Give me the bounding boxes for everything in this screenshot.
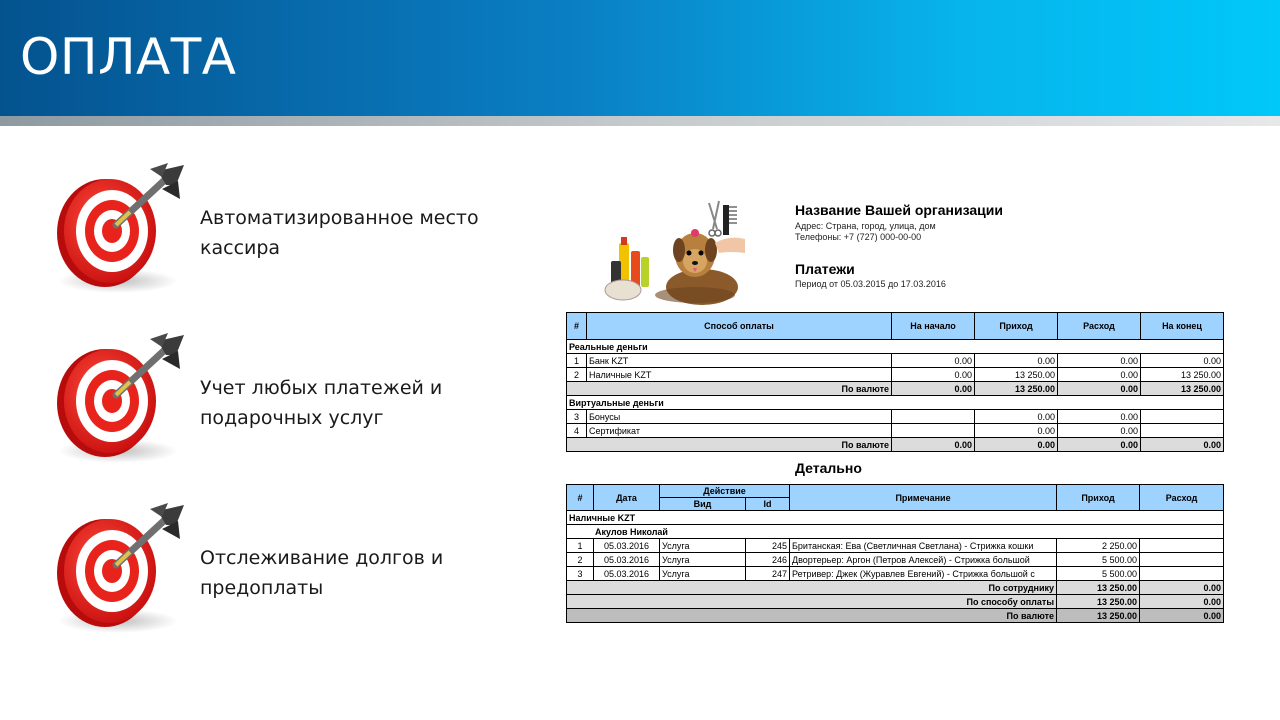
cell-date: 05.03.2016 [594,553,660,567]
col-header: Расход [1058,313,1141,340]
cell-income: 0.00 [975,410,1058,424]
col-header: Дата [594,485,660,511]
cell-note: Британская: Ева (Светличная Светлана) - Стрижка кошки [790,539,1057,553]
cell-method: Сертификат [587,424,892,438]
target-icon [50,333,190,473]
cell-expense [1140,539,1224,553]
table-row [567,354,1224,368]
feature-line: предоплаты [200,577,324,599]
group-row [567,511,1224,525]
cell-note: Ретривер: Джек (Журавлев Евгений) - Стрижка большой с [790,567,1057,581]
page-title: ОПЛАТА [20,28,237,86]
feature-line: кассира [200,237,281,259]
cell-expense: 0.00 [1058,424,1141,438]
feature-line: подарочных услуг [200,407,384,429]
employee-label: Акулов Николай [567,525,1224,539]
feature-text [200,203,520,263]
feature-item-debts [50,503,520,643]
col-header: Вид [660,498,746,511]
group-label: Реальные деньги [567,340,1224,354]
cell-expense [1140,567,1224,581]
payments-detail-table [566,484,1224,623]
cell-n: 4 [567,424,587,438]
org-phones: Телефоны: +7 (727) 000-00-00 [795,232,922,242]
col-header: # [567,485,594,511]
cell-method: Банк KZT [587,354,892,368]
col-header: Действие [660,485,790,498]
col-header: Способ оплаты [587,313,892,340]
grooming-dog-image [597,195,747,307]
cell-end [1141,424,1224,438]
org-name: Название Вашей организации [795,202,1003,218]
total-label: По валюте [567,438,892,452]
cell-expense: 0.00 [1140,581,1224,595]
target-icon [50,163,190,303]
col-header: Примечание [790,485,1057,511]
total-label: По сотруднику [567,581,1057,595]
cell-n: 2 [567,553,594,567]
total-label: По валюте [567,609,1057,623]
cell-income: 13 250.00 [1057,581,1140,595]
report-period: Период от 05.03.2015 до 17.03.2016 [795,279,946,289]
cell-type: Услуга [660,553,746,567]
cell-income: 13 250.00 [975,368,1058,382]
group-row [567,340,1224,354]
cell-n: 3 [567,410,587,424]
col-header: На конец [1141,313,1224,340]
cell-income: 2 250.00 [1057,539,1140,553]
cell-expense [1140,553,1224,567]
cell-start [892,410,975,424]
col-header: Приход [975,313,1058,340]
payments-summary-table [566,312,1224,452]
cell-n: 1 [567,354,587,368]
cell-type: Услуга [660,539,746,553]
cell-start: 0.00 [892,382,975,396]
cell-end: 0.00 [1141,438,1224,452]
group-row [567,396,1224,410]
cell-start [892,424,975,438]
target-icon [50,503,190,643]
table-row [567,410,1224,424]
cell-income: 0.00 [975,424,1058,438]
col-header: # [567,313,587,340]
table-row [567,424,1224,438]
col-header: Id [746,498,790,511]
table-row [567,553,1224,567]
cell-expense: 0.00 [1058,438,1141,452]
cell-income: 0.00 [975,438,1058,452]
cell-type: Услуга [660,567,746,581]
cell-end: 13 250.00 [1141,382,1224,396]
cell-expense: 0.00 [1058,382,1141,396]
cell-expense: 0.00 [1140,595,1224,609]
cell-start: 0.00 [892,438,975,452]
cell-expense: 0.00 [1058,410,1141,424]
cell-date: 05.03.2016 [594,567,660,581]
cell-method: Бонусы [587,410,892,424]
total-row [567,382,1224,396]
cell-start: 0.00 [892,354,975,368]
col-header: Расход [1140,485,1224,511]
cell-income: 13 250.00 [1057,609,1140,623]
cell-expense: 0.00 [1058,354,1141,368]
cell-end: 13 250.00 [1141,368,1224,382]
cell-income: 0.00 [975,354,1058,368]
cell-n: 1 [567,539,594,553]
table-header-row [567,313,1224,340]
cell-n: 3 [567,567,594,581]
cell-end: 0.00 [1141,354,1224,368]
feature-line: Отслеживание долгов и [200,547,444,569]
cell-income: 13 250.00 [1057,595,1140,609]
org-address: Адрес: Страна, город, улица, дом [795,221,936,231]
detail-title: Детально [795,460,862,476]
group-row [567,525,1224,539]
table-row [567,539,1224,553]
total-row [567,609,1224,623]
total-row [567,595,1224,609]
feature-item-payments [50,333,520,473]
group-label: Наличные KZT [567,511,1224,525]
col-header: На начало [892,313,975,340]
total-row [567,438,1224,452]
cell-method: Наличные KZT [587,368,892,382]
cell-income: 5 500.00 [1057,553,1140,567]
total-label: По валюте [567,382,892,396]
cell-id: 245 [746,539,790,553]
cell-date: 05.03.2016 [594,539,660,553]
cell-start: 0.00 [892,368,975,382]
feature-line: Учет любых платежей и [200,377,443,399]
table-row [567,368,1224,382]
cell-income: 5 500.00 [1057,567,1140,581]
cell-note: Двортерьер: Аргон (Петров Алексей) - Стрижка большой [790,553,1057,567]
table-row [567,567,1224,581]
feature-text [200,543,520,603]
cell-n: 2 [567,368,587,382]
group-label: Виртуальные деньги [567,396,1224,410]
cell-income: 13 250.00 [975,382,1058,396]
cell-end [1141,410,1224,424]
report-title: Платежи [795,261,855,277]
cell-expense: 0.00 [1058,368,1141,382]
cell-id: 247 [746,567,790,581]
cell-id: 246 [746,553,790,567]
col-header: Приход [1057,485,1140,511]
total-label: По способу оплаты [567,595,1057,609]
feature-text [200,373,520,433]
cell-expense: 0.00 [1140,609,1224,623]
feature-item-cashier [50,163,520,303]
header-divider [0,116,1280,126]
table-header-row [567,485,1224,498]
total-row [567,581,1224,595]
feature-line: Автоматизированное место [200,207,479,229]
